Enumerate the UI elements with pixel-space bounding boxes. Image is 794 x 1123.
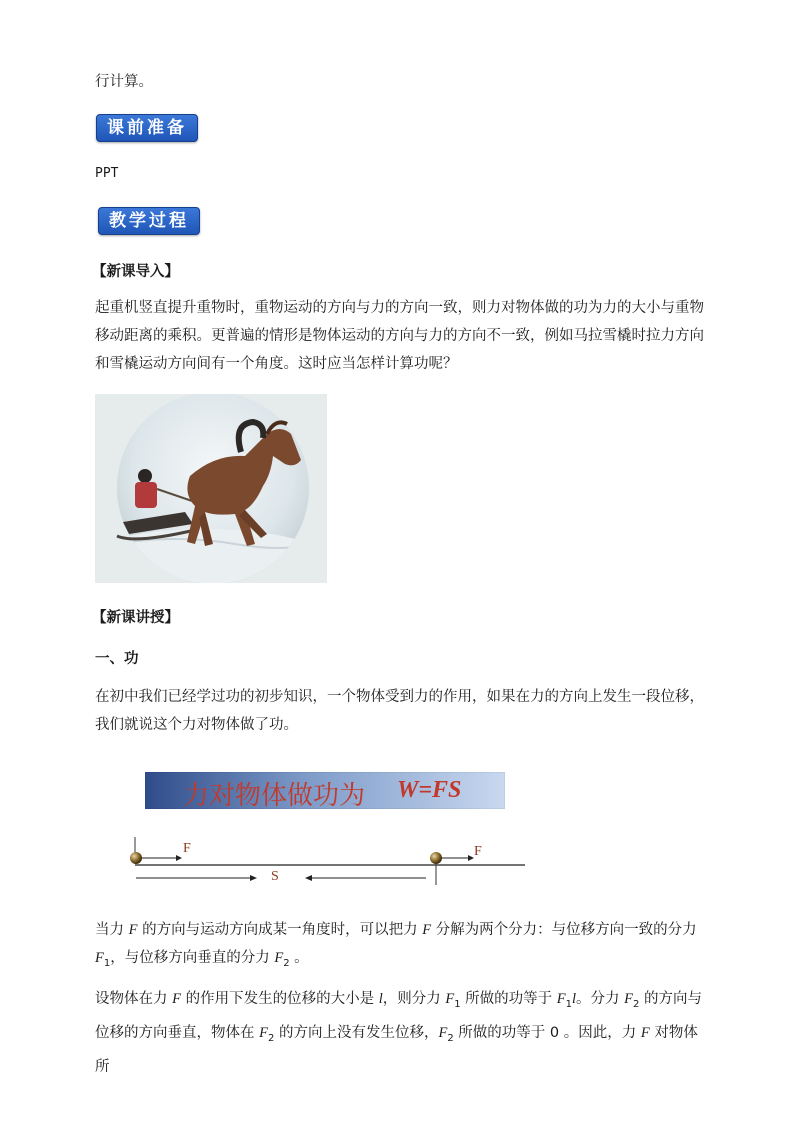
work-paragraph: 在初中我们已经学过功的初步知识，一个物体受到力的作用，如果在力的方向上发生一段位移，我们就说这个力对物体做了功。 [95, 689, 704, 733]
displacement-work-paragraph: 设物体在力 F 的作用下发生的位移的大小是 l，则分力 $F_1$ 所做的功等于 $F_1l$。分力 $F_2$ 的方向与位移的方向垂直，物体在 $F_2$ 的方向上没有发生位移，$F_2$ 所做的功等于 0 。因此，力 F 对物体所 [95, 991, 702, 1075]
banner-formula: W=FS [397, 777, 462, 803]
section-one-heading: 一、功 [95, 651, 139, 667]
horse-sleigh-photo [95, 394, 327, 583]
new-intro-heading: 【新课导入】 [92, 264, 179, 280]
object-ball-start [130, 852, 142, 864]
horse-sleigh-illustration [95, 394, 327, 583]
displacement-diagram [120, 835, 530, 890]
work-formula-banner [145, 772, 505, 809]
force-label-right: F [474, 844, 482, 859]
continued-line: 行计算。 [95, 74, 153, 90]
force-label-left: F [183, 841, 191, 856]
object-ball-end [430, 852, 442, 864]
banner-text: 力对物体做功为 [183, 781, 366, 811]
displacement-label: S [271, 869, 279, 884]
intro-paragraph: 起重机竖直提升重物时，重物运动的方向与力的方向一致，则力对物体做的功为力的大小与重物移动距离的乘积。更普遍的情形是物体运动的方向与力的方向不一致，例如马拉雪橇时拉力方向和雪橇运动方向间有一个角度。这时应当怎样计算功呢？ [95, 300, 704, 372]
section-tag-process: 教学过程 [98, 207, 200, 235]
decomposition-paragraph: 当力 F 的方向与运动方向成某一角度时，可以把力 F 分解为两个分力：与位移方向一致的分力 $F_1$，与位移方向垂直的分力 $F_2$ 。 [95, 922, 697, 969]
section-tag-prep: 课前准备 [96, 114, 198, 142]
new-teach-heading: 【新课讲授】 [92, 610, 179, 626]
prep-item: PPT [95, 166, 119, 181]
